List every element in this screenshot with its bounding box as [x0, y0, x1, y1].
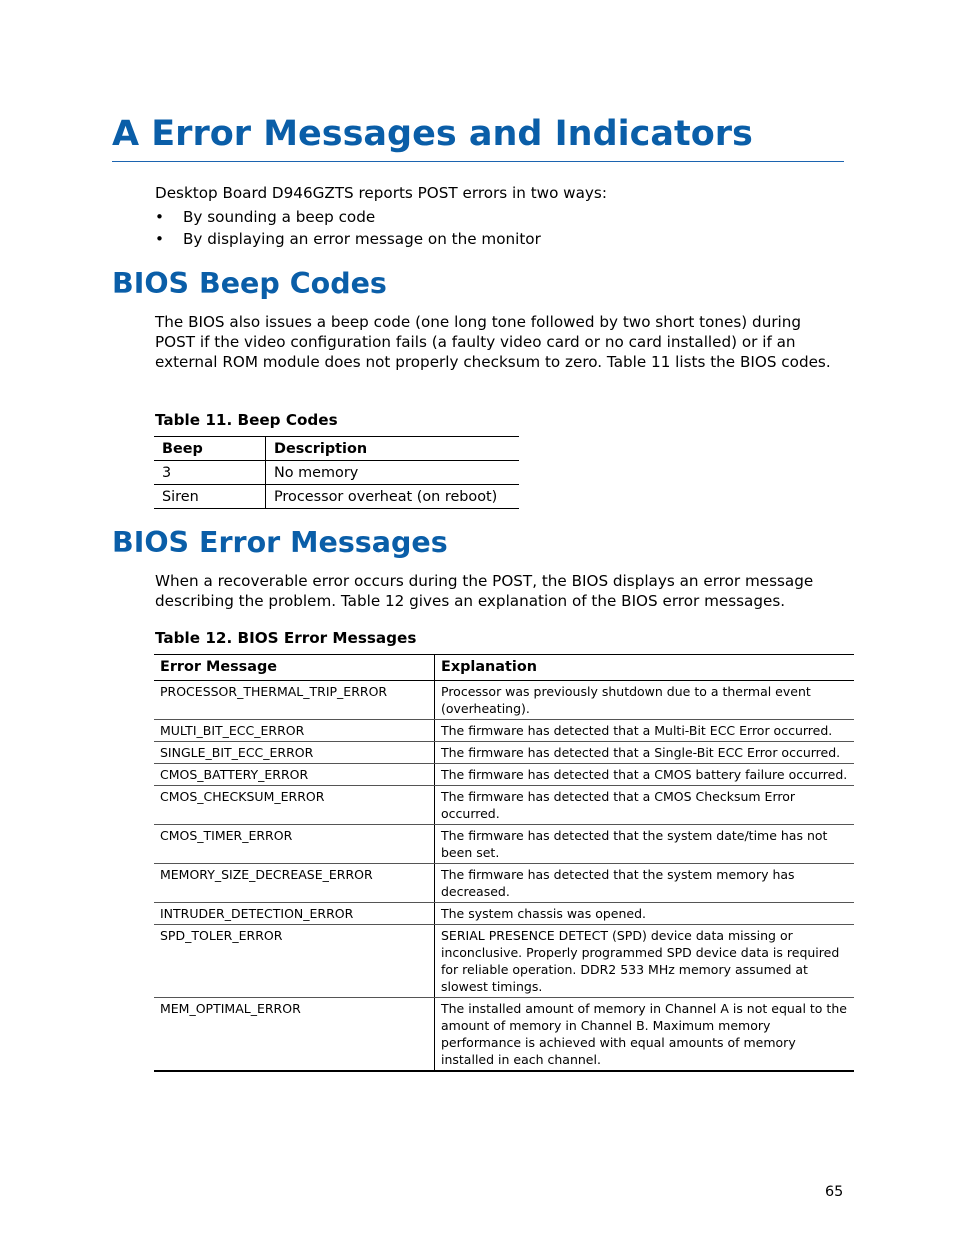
explanation-cell: Processor was previously shutdown due to a thermal event (overheating). — [435, 681, 855, 720]
error-table-caption: Table 12. BIOS Error Messages — [155, 629, 417, 647]
table-row — [154, 485, 519, 509]
explanation-cell: The firmware has detected that a CMOS Checksum Error occurred. — [435, 786, 855, 825]
chapter-rule — [112, 161, 844, 162]
explanation-cell: The installed amount of memory in Channel A is not equal to the amount of memory in Channel B. Maximum memory performance is achieved with equal amounts of memory installed in each channel. — [435, 998, 855, 1072]
beep-section-title: BIOS Beep Codes — [112, 267, 387, 300]
error-code-cell: SPD_TOLER_ERROR — [154, 925, 435, 998]
description-cell: No memory — [266, 461, 520, 485]
column-header-error-message: Error Message — [154, 655, 435, 681]
table-row — [154, 681, 854, 720]
error-code-cell: PROCESSOR_THERMAL_TRIP_ERROR — [154, 681, 435, 720]
explanation-cell: The system chassis was opened. — [435, 903, 855, 925]
column-header-description: Description — [266, 437, 520, 461]
table-row — [154, 903, 854, 925]
table-header-row — [154, 655, 854, 681]
error-code-cell: INTRUDER_DETECTION_ERROR — [154, 903, 435, 925]
chapter-title: A Error Messages and Indicators — [112, 114, 753, 154]
error-code-cell: CMOS_TIMER_ERROR — [154, 825, 435, 864]
error-code-cell: MEMORY_SIZE_DECREASE_ERROR — [154, 864, 435, 903]
beep-cell: Siren — [154, 485, 266, 509]
explanation-cell: The firmware has detected that a CMOS battery failure occurred. — [435, 764, 855, 786]
bullet-text: By displaying an error message on the monitor — [183, 230, 541, 248]
table-row — [154, 461, 519, 485]
explanation-cell: The firmware has detected that a Multi-Bit ECC Error occurred. — [435, 720, 855, 742]
table-header-row — [154, 437, 519, 461]
table-row — [154, 786, 854, 825]
table-row — [154, 998, 854, 1072]
explanation-cell: The firmware has detected that the system date/time has not been set. — [435, 825, 855, 864]
bullet-item — [155, 229, 541, 249]
explanation-cell: The firmware has detected that a Single-Bit ECC Error occurred. — [435, 742, 855, 764]
explanation-cell: SERIAL PRESENCE DETECT (SPD) device data missing or inconclusive. Properly programmed SPD device data is required for reliable operation. DDR2 533 MHz memory assumed at slowest timings. — [435, 925, 855, 998]
table-row — [154, 825, 854, 864]
error-code-cell: CMOS_BATTERY_ERROR — [154, 764, 435, 786]
table-row — [154, 925, 854, 998]
bios-error-messages-table — [154, 654, 854, 1072]
error-section-title: BIOS Error Messages — [112, 526, 448, 559]
column-header-beep: Beep — [154, 437, 266, 461]
error-code-cell: CMOS_CHECKSUM_ERROR — [154, 786, 435, 825]
table-row — [154, 720, 854, 742]
table-row — [154, 864, 854, 903]
explanation-cell: The firmware has detected that the system memory has decreased. — [435, 864, 855, 903]
error-section-paragraph: When a recoverable error occurs during the POST, the BIOS displays an error message describing the problem. Table 12 gives an explanation of the BIOS error messages. — [155, 572, 814, 610]
table-row — [154, 742, 854, 764]
error-code-cell: MEM_OPTIMAL_ERROR — [154, 998, 435, 1072]
error-code-cell: MULTI_BIT_ECC_ERROR — [154, 720, 435, 742]
page-number: 65 — [825, 1184, 844, 1200]
beep-table-caption: Table 11. Beep Codes — [155, 411, 338, 429]
bullet-marker: • — [155, 230, 164, 248]
beep-codes-table — [154, 436, 519, 509]
beep-cell: 3 — [154, 461, 266, 485]
bullet-marker: • — [155, 208, 164, 226]
description-cell: Processor overheat (on reboot) — [266, 485, 520, 509]
error-code-cell: SINGLE_BIT_ECC_ERROR — [154, 742, 435, 764]
column-header-explanation: Explanation — [435, 655, 855, 681]
table-row — [154, 764, 854, 786]
bullet-item — [155, 207, 375, 227]
beep-section-paragraph: The BIOS also issues a beep code (one long tone followed by two short tones) during POST if the video configuration fails (a faulty video card or no card installed) or if an external ROM module does not properly checksum to zero. Table 11 lists the BIOS codes. — [155, 313, 831, 371]
intro-text: Desktop Board D946GZTS reports POST errors in two ways: — [155, 184, 607, 202]
bullet-text: By sounding a beep code — [183, 208, 376, 226]
